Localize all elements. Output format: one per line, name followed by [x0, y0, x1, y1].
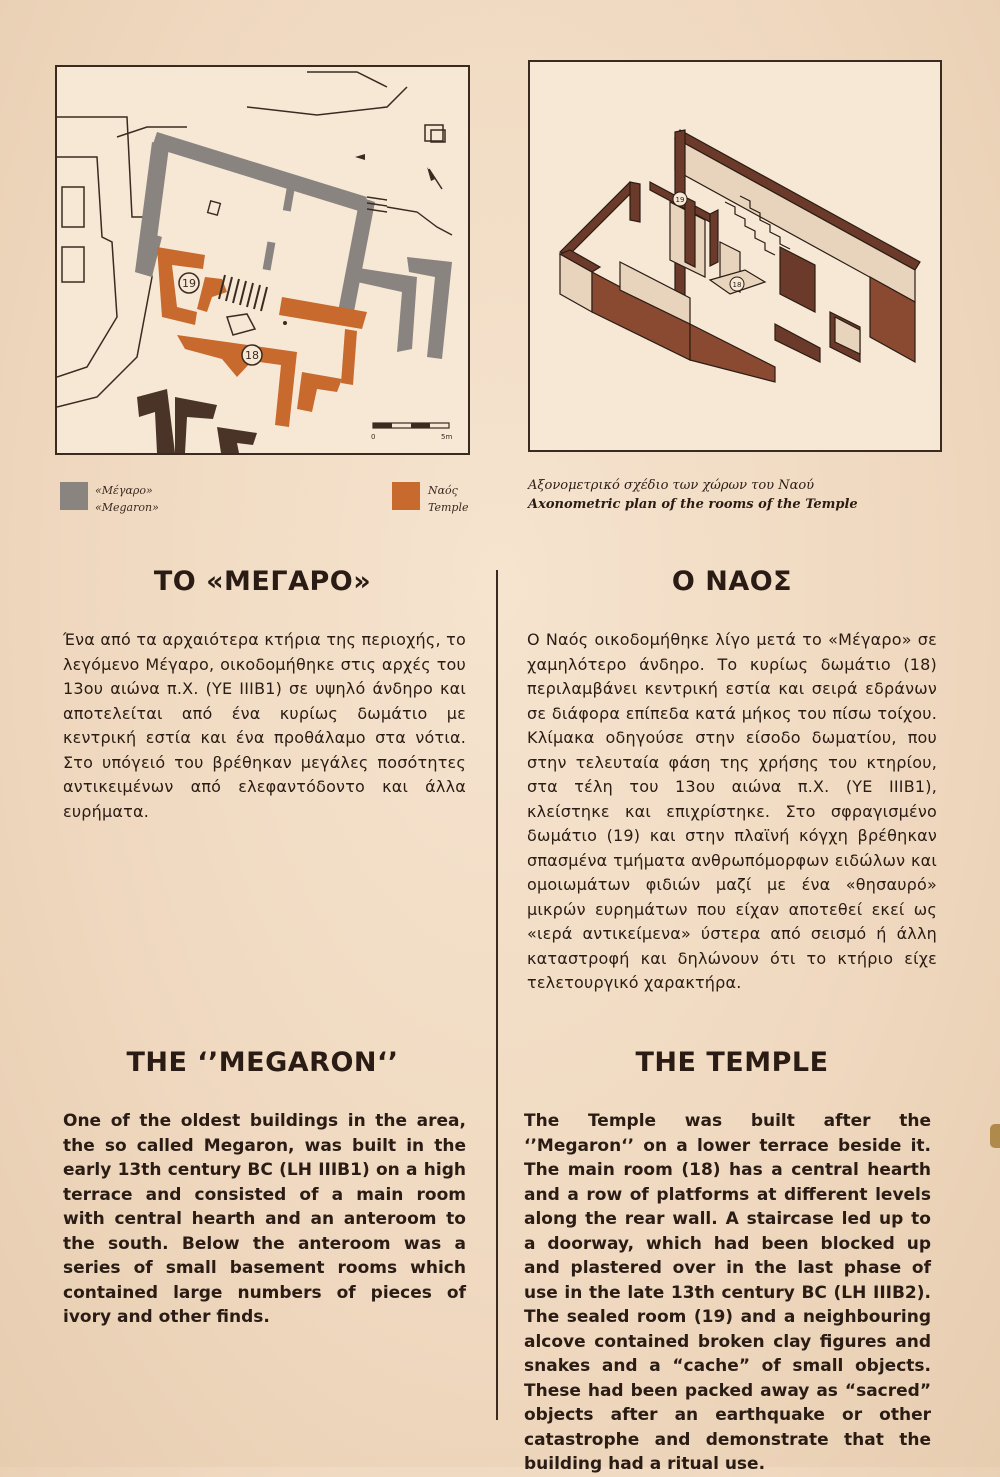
megaron-details — [208, 197, 452, 235]
legend-temple-en: Temple — [428, 501, 469, 514]
temple-staircase — [219, 275, 267, 311]
room-19-label: 19 — [182, 277, 196, 290]
axo-room-18-label: 18 — [732, 281, 742, 289]
temple-legend-swatch — [392, 482, 420, 510]
axonometric-caption — [528, 476, 858, 514]
caption-gr: Αξονομετρικό σχέδιο των χώρων του Ναού — [528, 478, 815, 493]
temple-legend — [428, 482, 469, 516]
megaro-gr-heading: ΤΟ «ΜΕΓΑΡΟ» — [153, 566, 372, 597]
temple-en-text: The Temple was built after the ‘’Megaron‘’ on a lower terrace beside it. The main room (18) has a central hearth and a row of platforms at different levels along the rear wall. A staircase led up to a doorway, which had been blocked up and plastered over in the last phase of use in the late 13th century BC (LH IIIB2). The sealed room (19) and a neighbouring alcove contained broken clay figures and snakes and a “cache” of small objects. These had been packed away as “sacred” objects after an earthquake or other catastrophe and demonstrate that the building had a ritual use. — [524, 1111, 931, 1474]
legend-megaron-en: «Megaron» — [95, 501, 159, 514]
naos-gr-text: Ο Ναός οικοδομήθηκε λίγο μετά το «Μέγαρο» σε χαμηλότερο άνδηρο. Το κυρίως δωμάτιο (18) περιλαμβάνει κεντρική εστία και σειρά εδράνων σε διάφορα επίπεδα κατά μήκος του πίσω τοίχου. Κλίμακα οδηγούσε στην είσοδο δωματίου, που στην τελευταία φάση της χρήσης του κτηρίου, στα τέλη του 13ου αιώνα π.Χ. (ΥΕ IIIΒ1), κλείστηκε και επιχρίστηκε. Στο σφραγισμένο δωμάτιο (19) και στην πλαϊνή κόγχη βρέθηκαν σπασμένα τμήματα ανθρωπόμορφων ειδώλων και ομοιωμάτων φιδιών μαζί με ένα «θησαυρό» μικρών ευρημάτων που είχαν αποτεθεί εκεί ως «ιερά αντικείμενα» ύστερα από σεισμό ή άλλη καταστροφή και δηλώνουν ότι το κτήριο είχε τελετουργικό χαρακτήρα. — [527, 630, 937, 992]
scale-start-label: 0 — [371, 433, 376, 441]
temple-hearth — [227, 314, 287, 335]
axo-room-19-label: 19 — [675, 196, 685, 204]
scale-bar — [371, 423, 452, 441]
axo-walls — [560, 130, 920, 382]
scale-end-label: 5m — [441, 433, 453, 441]
megaron-legend-swatch — [60, 482, 88, 510]
caption-en: Axonometric plan of the rooms of the Temple — [528, 497, 858, 512]
plan-arrows — [355, 154, 442, 189]
legend-megaro-gr: «Μέγαρο» — [95, 484, 153, 497]
mounting-pin — [990, 1124, 1000, 1148]
legend-naos-gr: Ναός — [428, 484, 458, 497]
axonometric-drawing — [530, 62, 940, 450]
room-18-label: 18 — [245, 349, 259, 362]
megaron-legend — [95, 482, 159, 516]
lower-dark-walls — [137, 389, 257, 453]
column-divider — [496, 570, 498, 1420]
temple-en-heading: THE TEMPLE — [635, 1047, 829, 1078]
megaron-en-text: One of the oldest buildings in the area, the so called Megaron, was built in the early 13th century BC (LH IIIB1) on a high terrace and consisted of a main room with central hearth and an anteroom to the south. Below the anteroom was a series of small basement rooms which contained large numbers of pieces of ivory and other finds. — [63, 1111, 466, 1327]
axonometric-figure — [528, 60, 942, 452]
site-plan-figure — [55, 65, 470, 455]
site-plan-drawing — [57, 67, 468, 453]
naos-gr-heading: Ο ΝΑΟΣ — [671, 566, 793, 597]
megaro-gr-text: Ένα από τα αρχαιότερα κτήρια της περιοχής, το λεγόμενο Μέγαρο, οικοδομήθηκε στις αρχές του 13ου αιώνα π.Χ. (ΥΕ IIIΒ1) σε υψηλό άνδηρο και αποτελείται από ένα κυρίως δωμάτιο με κεντρική εστία και ένα προθάλαμο στα νότια. Στο υπόγειό του βρέθηκαν μεγάλες ποσότητες αντικειμένων από ελεφαντόδοντο και άλλα ευρήματα. — [63, 630, 466, 821]
megaron-walls — [135, 132, 452, 359]
megaron-en-heading: THE ‘’MEGARON‘’ — [126, 1047, 399, 1078]
